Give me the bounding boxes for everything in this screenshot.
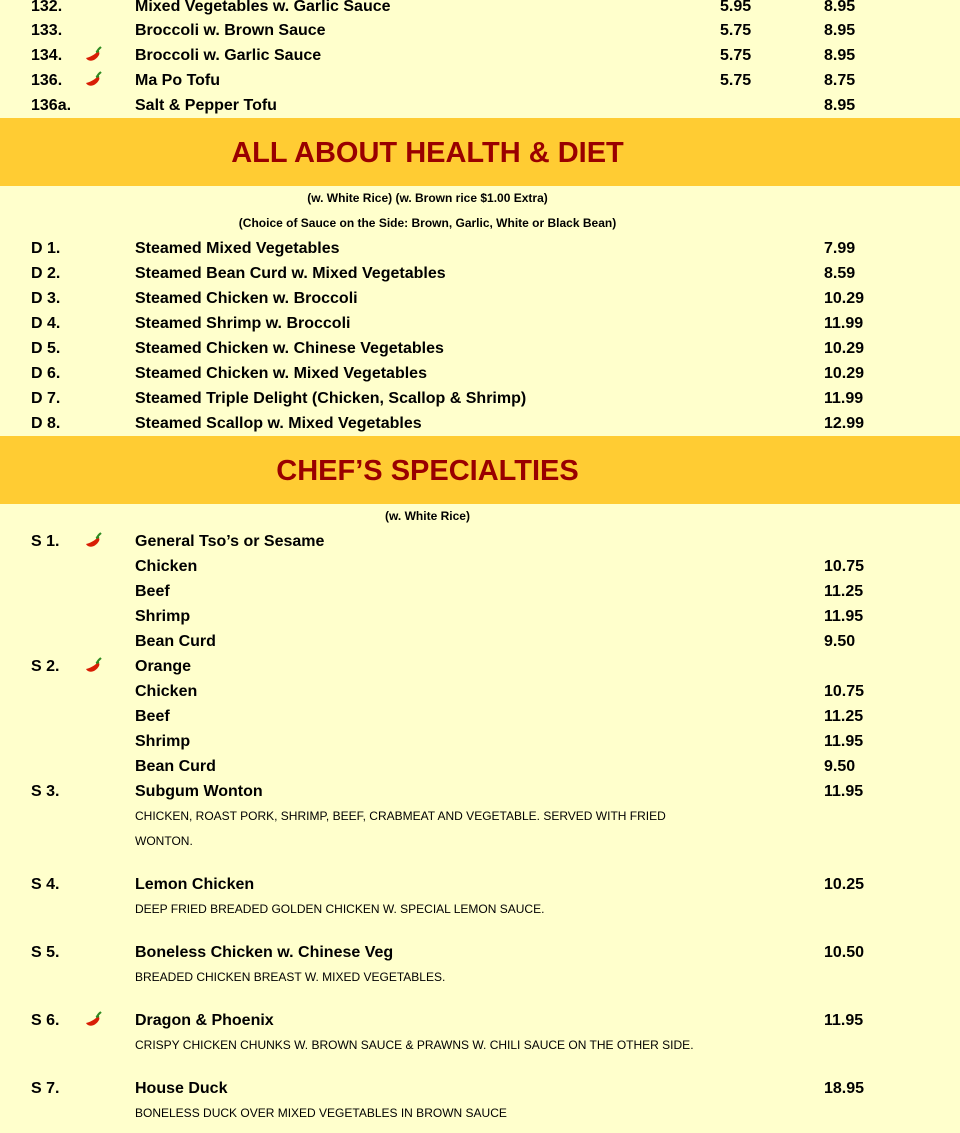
menu-item-s1 bbox=[0, 529, 960, 554]
item-price: 10.50 bbox=[824, 944, 865, 961]
menu-subitem bbox=[0, 754, 960, 779]
item-price: 10.25 bbox=[824, 876, 865, 893]
small-price: 5.75 bbox=[720, 22, 752, 39]
item-number: D 2. bbox=[31, 265, 61, 282]
item-price: 11.95 bbox=[824, 608, 864, 625]
menu-item-d8 bbox=[0, 411, 960, 436]
item-number: D 1. bbox=[31, 240, 61, 257]
small-price: 5.95 bbox=[720, 0, 752, 15]
item-price: 11.99 bbox=[824, 315, 864, 332]
large-price: 8.95 bbox=[824, 0, 856, 15]
chili-pepper-icon bbox=[82, 70, 104, 90]
item-number: D 4. bbox=[31, 315, 61, 332]
item-name: Dragon & Phoenix bbox=[135, 1012, 274, 1029]
item-name: Mixed Vegetables w. Garlic Sauce bbox=[135, 0, 391, 15]
menu-item-d7 bbox=[0, 386, 960, 411]
menu-subitem bbox=[0, 554, 960, 579]
item-name: House Duck bbox=[135, 1080, 228, 1097]
large-price: 8.95 bbox=[824, 22, 856, 39]
item-name: Broccoli w. Garlic Sauce bbox=[135, 47, 322, 64]
menu-subitem bbox=[0, 704, 960, 729]
large-price: 8.95 bbox=[824, 47, 856, 64]
item-price: 12.99 bbox=[824, 415, 865, 432]
item-price: 9.50 bbox=[824, 633, 856, 650]
item-price: 10.29 bbox=[824, 365, 865, 382]
section-title: ALL ABOUT HEALTH & DIET bbox=[231, 137, 624, 169]
menu-subitem bbox=[0, 729, 960, 754]
item-price: 10.75 bbox=[824, 558, 865, 575]
menu-item-s2 bbox=[0, 654, 960, 679]
menu-item-d5 bbox=[0, 336, 960, 361]
menu-item-d6 bbox=[0, 361, 960, 386]
item-name: Steamed Shrimp w. Broccoli bbox=[135, 315, 351, 332]
large-price: 8.75 bbox=[824, 72, 856, 89]
item-name: Subgum Wonton bbox=[135, 783, 263, 800]
menu-subitem bbox=[0, 629, 960, 654]
menu-item-133 bbox=[0, 18, 960, 43]
item-price: 11.25 bbox=[824, 583, 864, 600]
menu-item-136a bbox=[0, 93, 960, 118]
menu-subitem bbox=[0, 679, 960, 704]
item-name: Lemon Chicken bbox=[135, 876, 255, 893]
item-description: CHICKEN, ROAST PORK, SHRIMP, BEEF, CRABMEAT AND VEGETABLE. SERVED WITH FRIED WONTON. bbox=[135, 809, 666, 848]
menu-item-d3 bbox=[0, 286, 960, 311]
item-name: Chicken bbox=[135, 683, 198, 700]
item-price: 9.50 bbox=[824, 758, 856, 775]
item-price: 10.29 bbox=[824, 340, 865, 357]
large-price: 8.95 bbox=[824, 97, 856, 114]
section-title: CHEF’S SPECIALTIES bbox=[276, 455, 579, 487]
item-price: 11.99 bbox=[824, 390, 864, 407]
chili-pepper-icon bbox=[82, 531, 104, 551]
item-description: BREADED CHICKEN BREAST W. MIXED VEGETABLES. bbox=[135, 970, 446, 984]
item-name: Bean Curd bbox=[135, 758, 216, 775]
item-description: DEEP FRIED BREADED GOLDEN CHICKEN W. SPECIAL LEMON SAUCE. bbox=[135, 902, 545, 916]
item-description: BONELESS DUCK OVER MIXED VEGETABLES IN BROWN SAUCE bbox=[135, 1106, 507, 1120]
item-price: 10.75 bbox=[824, 683, 865, 700]
item-price: 10.29 bbox=[824, 290, 865, 307]
item-number: S 5. bbox=[31, 944, 60, 961]
item-price: 11.95 bbox=[824, 733, 864, 750]
item-name: Steamed Mixed Vegetables bbox=[135, 240, 340, 257]
item-name: Shrimp bbox=[135, 608, 191, 625]
item-number: S 2. bbox=[31, 658, 60, 675]
item-name: Beef bbox=[135, 708, 170, 725]
item-name: Orange bbox=[135, 658, 192, 675]
chef-section-banner bbox=[0, 436, 960, 504]
item-price: 7.99 bbox=[824, 240, 856, 257]
item-number: D 6. bbox=[31, 365, 61, 382]
item-price: 11.95 bbox=[824, 1012, 864, 1029]
item-price: 11.95 bbox=[824, 783, 864, 800]
item-number: 133. bbox=[31, 22, 63, 39]
section-note: (w. White Rice) bbox=[385, 509, 470, 523]
item-name: Broccoli w. Brown Sauce bbox=[135, 22, 326, 39]
chili-pepper-icon bbox=[82, 656, 104, 676]
item-name: Chicken bbox=[135, 558, 198, 575]
item-name: Boneless Chicken w. Chinese Veg bbox=[135, 944, 394, 961]
menu-item-136 bbox=[0, 68, 960, 93]
item-number: S 3. bbox=[31, 783, 60, 800]
item-description: CRISPY CHICKEN CHUNKS W. BROWN SAUCE & PRAWNS W. CHILI SAUCE ON THE OTHER SIDE. bbox=[135, 1038, 694, 1052]
small-price: 5.75 bbox=[720, 47, 752, 64]
item-name: General Tso’s or Sesame bbox=[135, 533, 325, 550]
item-name: Steamed Chicken w. Chinese Vegetables bbox=[135, 340, 444, 357]
menu-item-134 bbox=[0, 43, 960, 68]
section-note: (w. White Rice) (w. Brown rice $1.00 Extra) bbox=[307, 191, 548, 205]
item-name: Salt & Pepper Tofu bbox=[135, 97, 277, 114]
menu-item-s6 bbox=[0, 1008, 960, 1033]
item-number: S 1. bbox=[31, 533, 60, 550]
item-name: Ma Po Tofu bbox=[135, 72, 221, 89]
menu-item-s5 bbox=[0, 940, 960, 965]
item-price: 18.95 bbox=[824, 1080, 865, 1097]
item-price: 11.25 bbox=[824, 708, 864, 725]
section-note: (Choice of Sauce on the Side: Brown, Garlic, White or Black Bean) bbox=[238, 216, 617, 230]
menu-item-d1 bbox=[0, 236, 960, 261]
item-number: D 7. bbox=[31, 390, 61, 407]
item-name: Beef bbox=[135, 583, 170, 600]
item-number: S 7. bbox=[31, 1080, 60, 1097]
chili-pepper-icon bbox=[82, 45, 104, 65]
menu-item-s3 bbox=[0, 779, 960, 804]
item-number: 136a. bbox=[31, 97, 72, 114]
item-number: 134. bbox=[31, 47, 63, 64]
item-number: D 5. bbox=[31, 340, 61, 357]
item-number: S 6. bbox=[31, 1012, 60, 1029]
small-price: 5.75 bbox=[720, 72, 752, 89]
item-number: 136. bbox=[31, 72, 63, 89]
item-name: Steamed Chicken w. Mixed Vegetables bbox=[135, 365, 427, 382]
menu-item-132 bbox=[0, 0, 960, 19]
menu-item-d2 bbox=[0, 261, 960, 286]
menu-subitem bbox=[0, 579, 960, 604]
item-number: D 8. bbox=[31, 415, 61, 432]
health-section-banner bbox=[0, 118, 960, 186]
item-name: Steamed Scallop w. Mixed Vegetables bbox=[135, 415, 422, 432]
menu-item-s4 bbox=[0, 872, 960, 897]
menu-item-d4 bbox=[0, 311, 960, 336]
item-name: Steamed Bean Curd w. Mixed Vegetables bbox=[135, 265, 446, 282]
item-number: S 4. bbox=[31, 876, 60, 893]
menu-item-s7 bbox=[0, 1076, 960, 1101]
menu-subitem bbox=[0, 604, 960, 629]
item-name: Steamed Chicken w. Broccoli bbox=[135, 290, 358, 307]
item-name: Shrimp bbox=[135, 733, 191, 750]
item-number: D 3. bbox=[31, 290, 61, 307]
item-name: Steamed Triple Delight (Chicken, Scallop & Shrimp) bbox=[135, 390, 527, 407]
item-number: 132. bbox=[31, 0, 63, 15]
item-price: 8.59 bbox=[824, 265, 856, 282]
item-name: Bean Curd bbox=[135, 633, 216, 650]
chili-pepper-icon bbox=[82, 1010, 104, 1030]
